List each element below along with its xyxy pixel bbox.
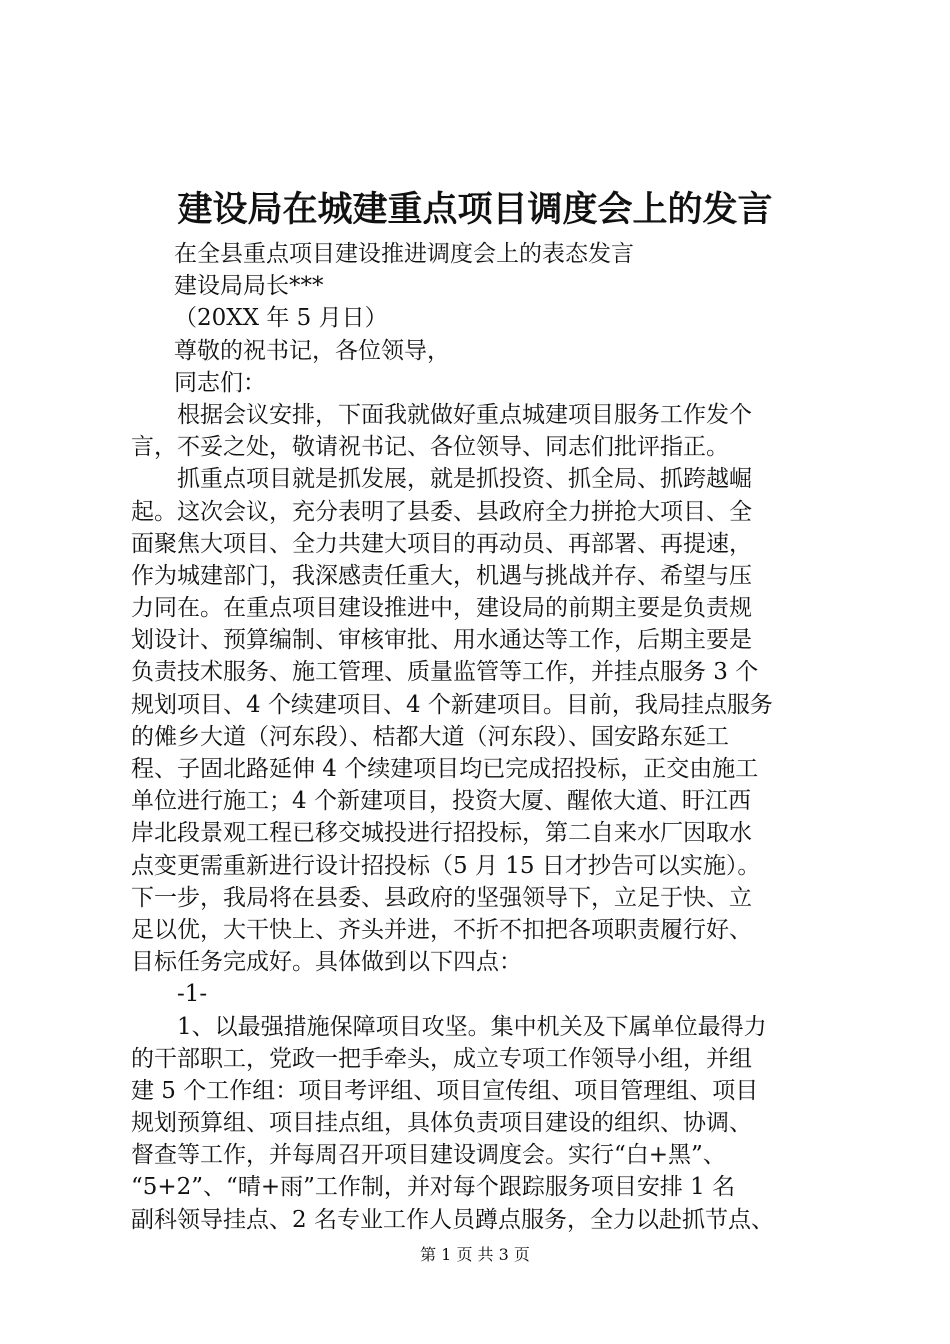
body-line: 言，不妥之处，敬请祝书记、各位领导、同志们批评指正。 [131,434,729,461]
header-line-speaker: 建设局局长*** [174,273,324,300]
body-line: 的傩乡大道（河东段）、桔都大道（河东段）、国安路东延工 [131,723,729,750]
body-line: 起。这次会议，充分表明了县委、县政府全力拼抢大项目、全 [131,498,752,525]
body-line: 划设计、预算编制、审核审批、用水通达等工作，后期主要是 [131,627,752,654]
header-line-comrades: 同志们： [174,369,266,396]
section-line: 建 5 个工作组：项目考评组、项目宣传组、项目管理组、项目 [131,1077,759,1104]
inline-page-marker: -1- [177,981,208,1008]
section-line: “5+2”、“晴+雨”工作制，并对每个跟踪服务项目安排 1 名 [131,1174,736,1201]
header-line-salutation: 尊敬的祝书记，各位领导， [174,337,450,364]
document-body [131,238,831,1236]
body-line: 足以优，大干快上、齐头并进，不折不扣把各项职责履行好、 [131,916,752,943]
body-line: 单位进行施工；4 个新建项目，投资大厦、醒侬大道、盱江西 [131,788,751,815]
body-line: 点变更需重新进行设计招投标（5 月 15 日才抄告可以实施）。 [131,852,761,879]
section-line: 的干部职工，党政一把手牵头，成立专项工作领导小组，并组 [131,1045,752,1072]
body-line: 抓重点项目就是抓发展，就是抓投资、抓全局、抓跨越崛 [177,466,752,493]
body-line: 岸北段景观工程已移交城投进行招投标，第二自来水厂因取水 [131,820,752,847]
body-line: 程、子固北路延伸 4 个续建项目均已完成招投标，正交由施工 [131,756,759,782]
body-line: 力同在。在重点项目建设推进中，建设局的前期主要是负责规 [131,595,752,622]
page-footer: 第 1 页 共 3 页 [420,1245,530,1264]
header-line-subtitle: 在全县重点项目建设推进调度会上的表态发言 [174,241,634,267]
section-line: 规划预算组、项目挂点组，具体负责项目建设的组织、协调、 [131,1110,752,1137]
body-line: 规划项目、4 个续建项目、4 个新建项目。目前，我局挂点服务 [131,691,773,718]
section-line: 督查等工作，并每周召开项目建设调度会。实行“白+黑”、 [131,1142,726,1169]
body-line: 负责技术服务、施工管理、质量监管等工作，并挂点服务 3 个 [131,659,759,686]
body-line: 作为城建部门，我深感责任重大，机遇与挑战并存、希望与压 [131,562,752,589]
section-line: 副科领导挂点、2 名专业工作人员蹲点服务，全力以赴抓节点、 [131,1206,774,1233]
document-title: 建设局在城建重点项目调度会上的发言 [177,189,773,230]
header-line-date: （20XX 年 5 月日） [174,305,388,332]
section-line: 1、以最强措施保障项目攻坚。集中机关及下属单位最得力 [177,1013,767,1040]
body-line: 根据会议安排，下面我就做好重点城建项目服务工作发个 [177,401,752,428]
body-line: 面聚焦大项目、全力共建大项目的再动员、再部署、再提速， [131,530,752,557]
body-line: 下一步，我局将在县委、县政府的坚强领导下，立足于快、立 [131,884,752,911]
body-line: 目标任务完成好。具体做到以下四点： [131,949,522,976]
